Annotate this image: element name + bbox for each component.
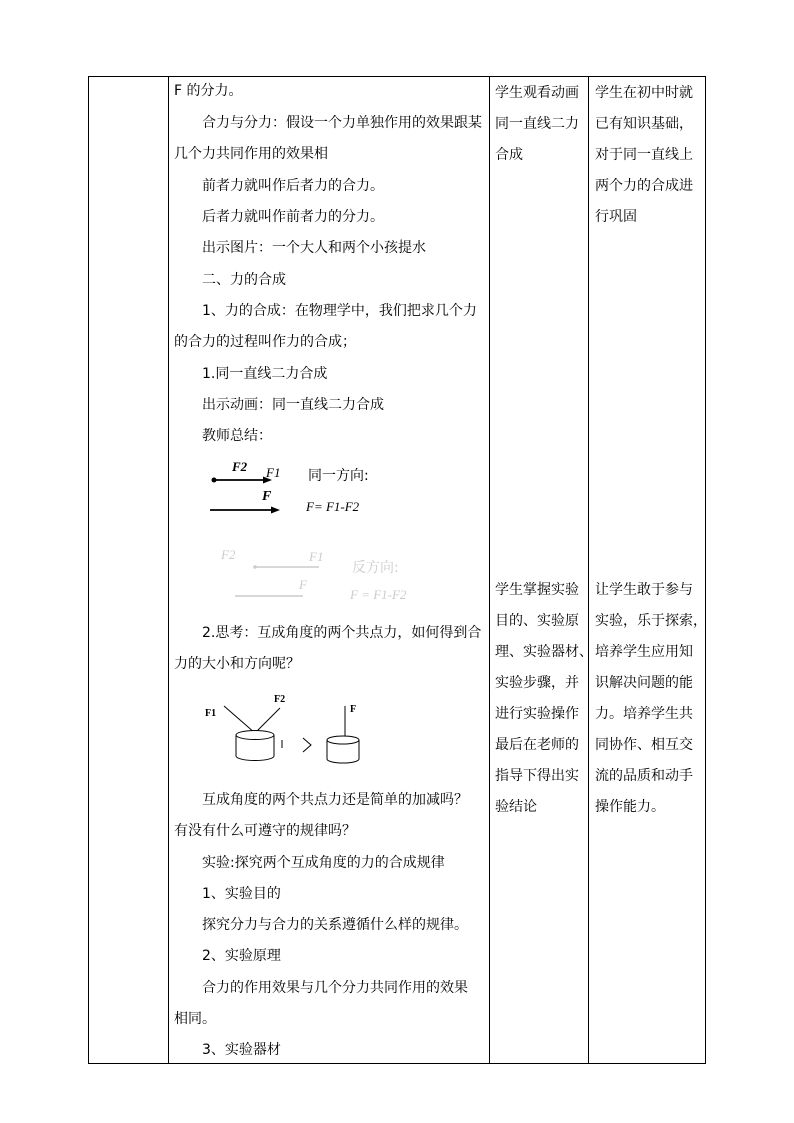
- force-label-f: F: [350, 704, 357, 715]
- column-divider-1: [168, 77, 169, 1063]
- force-label-f2: F2: [232, 459, 248, 474]
- student-activity-line: 指导下得出实: [495, 768, 579, 784]
- design-intent-line: 让学生敢于参与: [595, 582, 693, 598]
- design-intent-line: 流的品质和动手: [595, 768, 693, 784]
- content-line: 1、力的合成：在物理学中，我们把求几个力: [202, 303, 477, 319]
- column-divider-2: [489, 77, 490, 1063]
- content-line: 有没有什么可遵守的规律吗？: [174, 823, 356, 839]
- opposite-direction-formula: F = F1-F2: [350, 587, 407, 602]
- content-line: 1.同一直线二力合成: [202, 366, 328, 382]
- student-activity-line: 合成: [495, 147, 523, 163]
- content-line: 相同。: [174, 1011, 216, 1027]
- content-line: 力的大小和方向呢？: [174, 656, 300, 672]
- content-line: F 的分力。: [174, 83, 243, 99]
- student-activity-line: 学生观看动画: [495, 85, 579, 101]
- content-line: 互成角度的两个共点力还是简单的加减吗？: [202, 792, 468, 808]
- content-line: 2、实验原理: [202, 948, 281, 964]
- force-label-f2: F2: [274, 694, 286, 705]
- force-label-f1: F1: [266, 465, 281, 480]
- opposite-direction-diagram: [215, 540, 335, 610]
- content-line: 教师总结：: [202, 428, 272, 444]
- design-intent-line: 力。培养学生共: [595, 706, 693, 722]
- force-label-f1: F1: [309, 549, 324, 564]
- content-line: 前者力就叫作后者力的合力。: [202, 178, 384, 194]
- content-line: 出示图片：一个大人和两个小孩提水: [202, 240, 426, 256]
- content-line: 实验:探究两个互成角度的力的合成规律: [202, 855, 445, 871]
- design-intent-line: 实验，乐于探索，: [595, 613, 707, 629]
- force-label-f: F: [262, 489, 272, 504]
- design-intent-line: 培养学生应用知: [595, 644, 693, 660]
- student-activity-1: [495, 78, 579, 171]
- student-activity-line: 理、实验器材、: [495, 644, 593, 660]
- design-intent-line: 识解决问题的能: [595, 675, 693, 691]
- design-intent-line: 学生在初中时就: [595, 85, 693, 101]
- student-activity-line: 目的、实验原: [495, 613, 579, 629]
- design-intent-line: 对于同一直线上: [595, 147, 693, 163]
- design-intent-line: 行巩固: [595, 209, 637, 225]
- content-line: 后者力就叫作前者力的分力。: [202, 209, 384, 225]
- student-activity-2: [495, 575, 593, 823]
- design-intent-1: [595, 78, 693, 233]
- student-activity-line: 验结论: [495, 799, 537, 815]
- force-label-f1: F1: [205, 708, 217, 719]
- content-line: 合力的作用效果与几个分力共同作用的效果: [202, 980, 468, 996]
- content-line: 1、实验目的: [202, 886, 281, 902]
- content-line: 2.思考：互成角度的两个共点力，如何得到合: [202, 625, 482, 641]
- design-intent-line: 同协作、相互交: [595, 737, 693, 753]
- force-label-f2: F2: [221, 547, 236, 562]
- angled-forces-cup-diagram: [200, 688, 380, 770]
- design-intent-line: 操作能力。: [595, 799, 665, 815]
- student-activity-line: 最后在老师的: [495, 737, 579, 753]
- design-intent-2: [595, 575, 707, 823]
- design-intent-line: 两个力的合成进: [595, 178, 693, 194]
- student-activity-line: 进行实验操作: [495, 706, 579, 722]
- student-activity-line: 学生掌握实验: [495, 582, 579, 598]
- student-activity-line: 同一直线二力: [495, 116, 579, 132]
- content-line: 3、实验器材: [202, 1042, 281, 1058]
- student-activity-line: 实验步骤，并: [495, 675, 579, 691]
- force-label-f: F: [299, 577, 307, 592]
- design-intent-line: 已有知识基础，: [595, 116, 693, 132]
- content-line: 探究分力与合力的关系遵循什么样的规律。: [202, 917, 468, 933]
- content-line: 几个力共同作用的效果相: [174, 146, 328, 162]
- column-divider-3: [588, 77, 589, 1063]
- section-heading: 二、力的合成: [202, 272, 286, 288]
- content-line: 出示动画：同一直线二力合成: [202, 397, 384, 413]
- content-line: 的合力的过程叫作力的合成；: [174, 334, 356, 350]
- same-direction-formula: F= F1-F2: [306, 499, 360, 514]
- content-line: 合力与分力：假设一个力单独作用的效果跟某: [202, 115, 482, 131]
- opposite-direction-caption: 反方向:: [352, 560, 399, 576]
- same-direction-caption: 同一方向:: [308, 468, 369, 484]
